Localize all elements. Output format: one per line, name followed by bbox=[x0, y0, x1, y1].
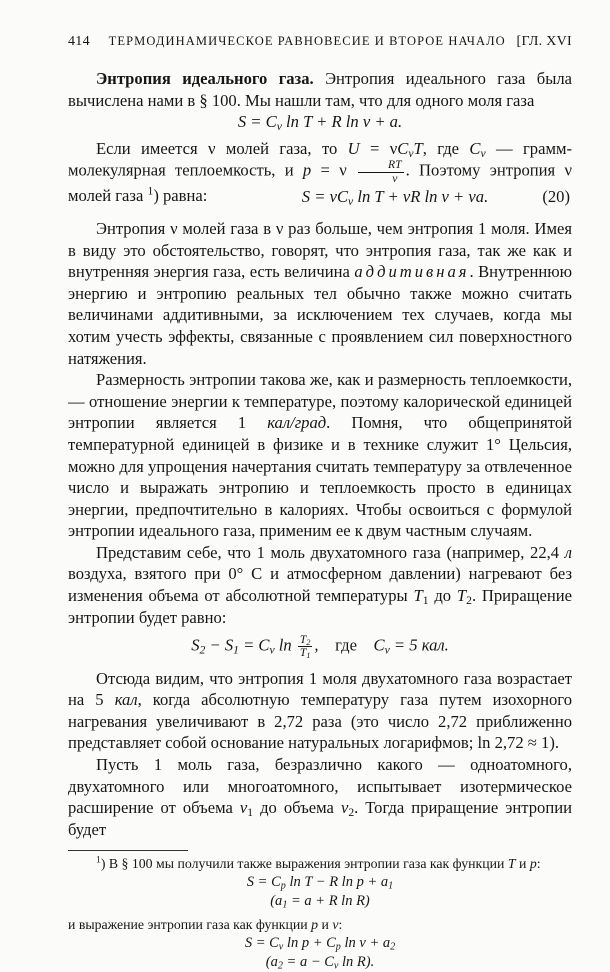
paragraph-dimension: Размерность энтропии такова же, как и размерность теплоемкости,— отношение энергии к температуре, поэтому калорической единицей энтропии является 1 кал/град. Помня, что общепринятой температурной единицей в физике и в технике служит 1° Цельсия, можно для упрощения начертания считать температуру за отвлеченное число и выражать энтропию и теплоемкость просто в единицах энергии, предпочтительно в калориях. Чтобы освоиться с формулой энтропии идеального газа, применим ее к двум частным случаям. bbox=[68, 370, 572, 541]
footnote-rule bbox=[68, 850, 188, 851]
footnote-equation-a1: $S = C_p$ ln T − R $\ln p + a_1$ bbox=[246, 874, 394, 892]
footnote-equation-a1-def: ($a_1 = a + R$ ln R) bbox=[270, 893, 370, 911]
running-title: ТЕРМОДИНАМИЧЕСКОЕ РАВНОВЕСИЕ И ВТОРОЕ НАЧАЛО bbox=[108, 34, 506, 48]
page-body bbox=[68, 68, 572, 972]
footnote-ref: 1 bbox=[147, 184, 154, 198]
paragraph-ideal-gas-entropy bbox=[68, 68, 572, 111]
paragraph-text: Энтропия идеального газа была вычислена нами в § 100. Мы нашли там, что для одного моля газа bbox=[68, 69, 572, 110]
running-header bbox=[68, 34, 572, 50]
footnote-equation-a2: $S = C_v$ $\ln p + C_p$ $\ln v + a_2$ bbox=[244, 935, 396, 953]
equation-entropy-increment: $S_2 - S_1 = C_v$ ln $\frac{T_2}{T_1}$ , где $C_v = 5$ кал. bbox=[191, 633, 449, 661]
paragraph-conclusion: Отсюда видим, что энтропия 1 моля двухатомного газа возрастает на 5 кал, когда абсолютную температуру газа путем изохорного нагревания увеличивают в 2,72 раза (это число 2,72 приближенно представляет собой основание натуральных логарифмов; ln 2,72 ≈ 1). bbox=[68, 668, 572, 753]
fraction-rt-over-v: $\frac{RT}{v}$ bbox=[358, 159, 404, 184]
footnote-marker: 1 bbox=[96, 854, 101, 866]
paragraph-isothermal: Пусть 1 моль газа, безразлично какого — одноатомного, двухатомного или многоатомного, испытывает изотермическое расширение от объема $v_1$ до объема $v_2$. Тогда приращение энтропии будет bbox=[68, 755, 572, 839]
equation-number: (20) bbox=[542, 187, 570, 207]
section-heading: Энтропия идеального газа. bbox=[96, 69, 314, 88]
page-number: 414 bbox=[68, 34, 90, 49]
fraction-t2-over-t1: $\frac{T_2}{T_1}$ bbox=[299, 633, 311, 661]
equation-20: $S = \nu C_v$ ln T + νR ln v + νa. (20) bbox=[301, 187, 570, 209]
spaced-word: аддитивная bbox=[354, 262, 470, 282]
paragraph-additivity: Энтропия ν молей газа в ν раз больше, чем энтропия 1 моля. Имея в виду это обстоятельство, говорят, что энтропия газа, так же как и внутренняя энергия газа, есть величина аддитивная. Внутреннюю энергию и энтропию реальных тел обычно также можно считать величинами аддитивными, за исключением тех случаев, когда мы хотим учесть эффекты, связанные с проявлением сил поверхностного натяжения. bbox=[68, 218, 573, 368]
paragraph-isochoric-heating: Представим себе, что 1 моль двухатомного газа (например, 22,4 л воздуха, взятого при 0° С и атмосферном давлении) нагревают без изменения объема от абсолютной температуры $T_1$ до $T_2$. Приращение энтропии будет равно: bbox=[68, 542, 572, 627]
footnote-equation-a2-def: ($a_2 = a - C_v$ ln R). bbox=[265, 954, 375, 972]
paragraph-nu-moles: Если имеется ν молей газа, то $U = \nu C_vT$, где $C_v$ — грамм-молекулярная теплоемкость, и p = ν $\frac{RT}{v}$ . Поэтому энтропия ν молей газа $^1$) равна: bbox=[68, 138, 572, 205]
footnote: $^1$) В § 100 мы получили также выражения энтропии газа как функции T и p: $S = C_p$ ln T − R $\ln p + a_1$ ($a_1 = a + R$ ln R) и выражение энтропии газа как функции p и v: $S = C_v$ $\ln p + C_p$ $\ln v + a_2$ ($a_2 = a - C_v$ ln R). bbox=[68, 855, 572, 972]
equation-entropy-one-mole: $S = C_v$ ln T + R ln v + a. bbox=[237, 112, 403, 134]
chapter-label: [ГЛ. XVI bbox=[516, 34, 572, 49]
